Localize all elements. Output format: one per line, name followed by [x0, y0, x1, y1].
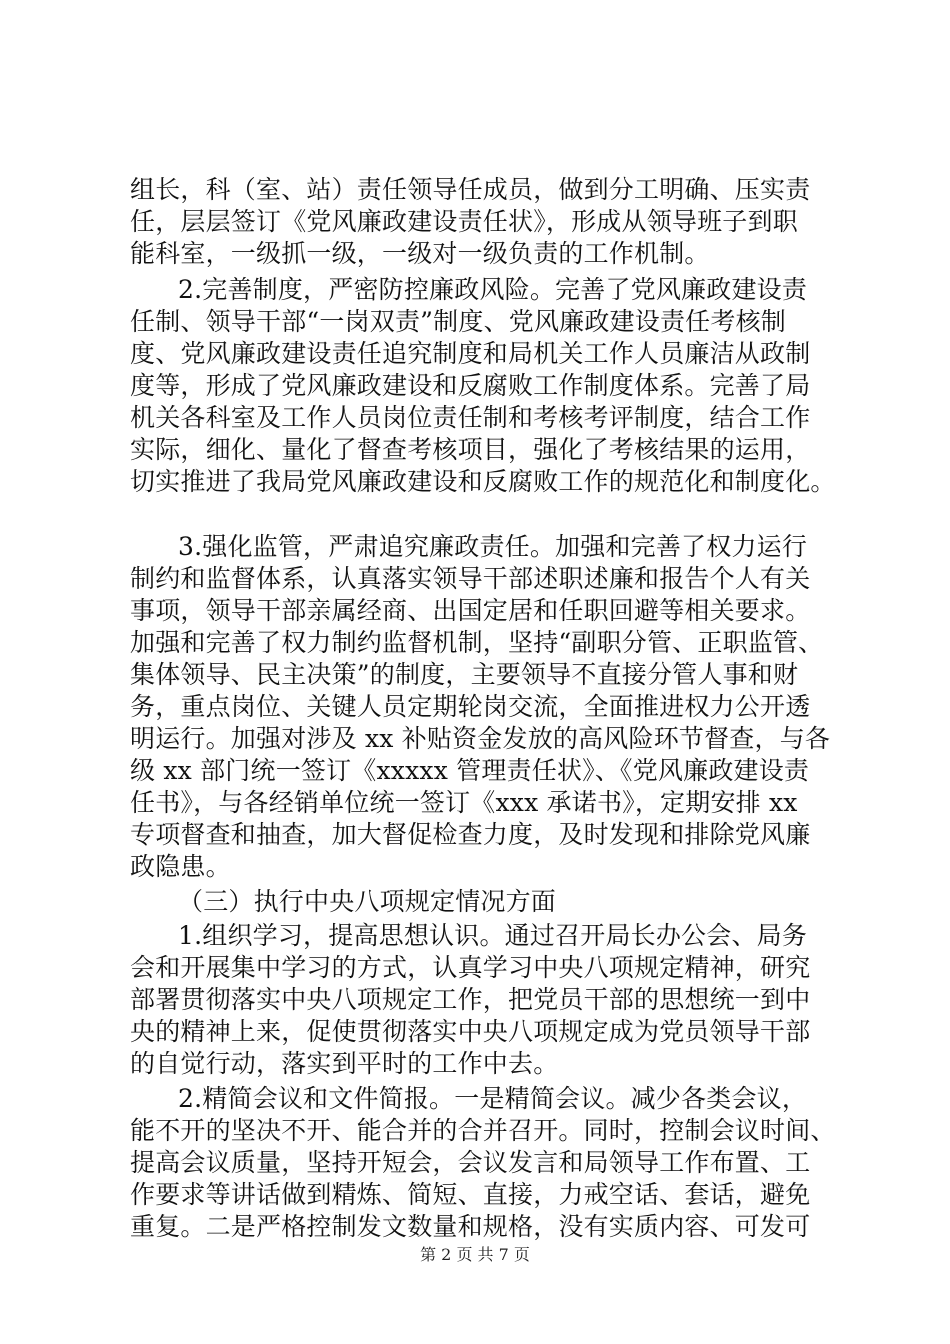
paragraph-line: 作要求等讲话做到精炼、简短、直接，力戒空话、套话，避免	[130, 1180, 811, 1209]
paragraph-line: 明运行。加强对涉及 xx 补贴资金发放的高风险环节督查，与各	[130, 724, 831, 753]
paragraph-line: 专项督查和抽查，加大督促检查力度，及时发现和排除党风廉	[130, 820, 811, 849]
paragraph-line: 2.完善制度，严密防控廉政风险。完善了党风廉政建设责	[178, 275, 808, 304]
paragraph-line: 1.组织学习，提高思想认识。通过召开局长办公会、局务	[178, 921, 808, 950]
paragraph-line: 会和开展集中学习的方式，认真学习中央八项规定精神，研究	[130, 953, 811, 982]
paragraph-line: 度、党风廉政建设责任追究制度和局机关工作人员廉洁从政制	[130, 339, 811, 368]
paragraph-line: 度等，形成了党风廉政建设和反腐败工作制度体系。完善了局	[130, 371, 811, 400]
paragraph-line: 任书》，与各经销单位统一签订《xxx 承诺书》，定期安排 xx	[130, 788, 798, 817]
paragraph-line: 务，重点岗位、关键人员定期轮岗交流，全面推进权力公开透	[130, 692, 811, 721]
paragraph-line: 机关各科室及工作人员岗位责任制和考核考评制度，结合工作	[130, 403, 811, 432]
paragraph-line: 实际，细化、量化了督查考核项目，强化了考核结果的运用，	[130, 435, 811, 464]
paragraph-line: 政隐患。	[130, 852, 231, 881]
paragraph-line: 部署贯彻落实中央八项规定工作，把党员干部的思想统一到中	[130, 985, 811, 1014]
paragraph-line: 2.精简会议和文件简报。一是精简会议。减少各类会议，	[178, 1084, 808, 1113]
paragraph-line: 央的精神上来，促使贯彻落实中央八项规定成为党员领导干部	[130, 1017, 811, 1046]
paragraph-line: 能科室，一级抓一级，一级对一级负责的工作机制。	[130, 239, 710, 268]
paragraph-line: 制约和监督体系，认真落实领导干部述职述廉和报告个人有关	[130, 564, 811, 593]
paragraph-line: 切实推进了我局党风廉政建设和反腐败工作的规范化和制度化。	[130, 467, 836, 496]
section-heading: （三）执行中央八项规定情况方面	[178, 887, 557, 916]
paragraph-line: 重复。二是严格控制发文数量和规格，没有实质内容、可发可	[130, 1212, 811, 1241]
paragraph-line: 加强和完善了权力制约监督机制，坚持“副职分管、正职监管、	[130, 628, 824, 657]
paragraph-line: 组长，科（室、站）责任领导任成员，做到分工明确、压实责	[130, 175, 811, 204]
page-number-footer: 第 2 页 共 7 页	[420, 1245, 530, 1264]
paragraph-line: 任，层层签订《党风廉政建设责任状》，形成从领导班子到职	[130, 207, 798, 236]
paragraph-line: 级 xx 部门统一签订《xxxxx 管理责任状》、《党风廉政建设责	[130, 756, 810, 785]
paragraph-line: 提高会议质量，坚持开短会，会议发言和局领导工作布置、工	[130, 1148, 811, 1177]
paragraph-line: 的自觉行动，落实到平时的工作中去。	[130, 1049, 559, 1078]
paragraph-line: 任制、领导干部“一岗双责”制度、党风廉政建设责任考核制	[130, 307, 786, 336]
paragraph-line: 事项，领导干部亲属经商、出国定居和任职回避等相关要求。	[130, 596, 811, 625]
paragraph-line: 集体领导、民主决策”的制度，主要领导不直接分管人事和财	[130, 660, 799, 689]
paragraph-line: 3.强化监管，严肃追究廉政责任。加强和完善了权力运行	[178, 532, 808, 561]
paragraph-line: 能不开的坚决不开、能合并的合并召开。同时，控制会议时间、	[130, 1116, 836, 1145]
